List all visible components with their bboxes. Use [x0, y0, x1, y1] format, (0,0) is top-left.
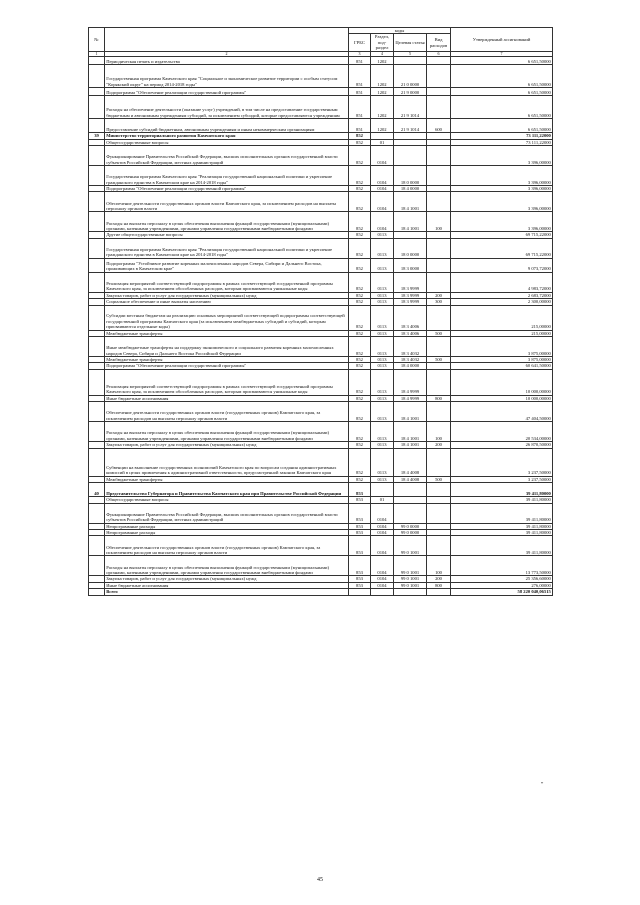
- table-row: [89, 369, 553, 395]
- row-name: Реализация мероприятий соответствующей подпрограммы в рамках соответствующей государственной программы Камчатского края, за исключением обособленных расходов, которым присваиваются уникальные коды: [105, 369, 349, 395]
- row-amount: 20 534,00000: [451, 422, 553, 442]
- row-amount: 3 396,00000: [451, 212, 553, 232]
- row-expense-type: 100: [427, 556, 451, 576]
- row-grbs: 852: [349, 422, 371, 442]
- table-header: [89, 28, 553, 57]
- row-section: 0113: [371, 292, 394, 298]
- row-expense-type: [427, 146, 451, 166]
- row-section: 0104: [371, 186, 394, 192]
- table-row: [89, 212, 553, 232]
- row-name: Общегосударственные вопросы: [105, 497, 349, 503]
- row-name: Подпрограмма "Обеспечение реализации государственной программы": [105, 363, 349, 369]
- row-expense-type: [427, 448, 451, 476]
- row-grbs: 853: [349, 529, 371, 535]
- row-number: [89, 305, 105, 330]
- row-number: [89, 238, 105, 258]
- column-number: 1: [89, 51, 105, 57]
- row-target-article: 18 3 4032: [394, 357, 427, 363]
- row-section: 0104: [371, 192, 394, 212]
- row-name: Иные бюджетные ассигнования: [105, 395, 349, 401]
- row-amount: 3 396,00000: [451, 146, 553, 166]
- row-target-article: 21 9 0000: [394, 88, 427, 96]
- row-target-article: [394, 483, 427, 497]
- row-section: 0104: [371, 166, 394, 186]
- row-grbs: 853: [349, 536, 371, 556]
- row-expense-type: 200: [427, 576, 451, 582]
- row-grbs: 852: [349, 476, 371, 482]
- row-expense-type: [427, 536, 451, 556]
- row-expense-type: [427, 483, 451, 497]
- row-number: [89, 556, 105, 576]
- end-mark: ": [541, 782, 544, 788]
- row-target-article: 18 0 0000: [394, 166, 427, 186]
- row-section: 0113: [371, 422, 394, 442]
- row-name: Расходы на выплаты персоналу в целях обеспечения выполнения функций государственными (муниципальными) органами, казенными учреждениями, органами управления государственными внебюджетными фондами: [105, 422, 349, 442]
- row-target-article: 18 4 1001: [394, 212, 427, 232]
- row-name: Реализация мероприятий соответствующей подпрограммы в рамках соответствующей государственной программы Камчатского края, за исключением обособленных расходов, которым присваиваются уникальные коды: [105, 272, 349, 292]
- row-number: [89, 57, 105, 65]
- row-amount: 10 000,00000: [451, 369, 553, 395]
- row-grbs: 852: [349, 395, 371, 401]
- row-amount: 69 715,22000: [451, 238, 553, 258]
- row-grbs: 852: [349, 232, 371, 238]
- row-target-article: 18 4 1001: [394, 192, 427, 212]
- row-section: 0104: [371, 576, 394, 582]
- row-grbs: 851: [349, 119, 371, 133]
- row-grbs: 852: [349, 292, 371, 298]
- row-grbs: 852: [349, 192, 371, 212]
- row-amount: 3 237,50000: [451, 448, 553, 476]
- row-section: 0113: [371, 442, 394, 448]
- row-grbs: 853: [349, 582, 371, 588]
- table-row: [89, 402, 553, 422]
- row-section: 0104: [371, 556, 394, 576]
- row-grbs: 852: [349, 442, 371, 448]
- row-target-article: 18 4 9999: [394, 369, 427, 395]
- row-amount: 26 870,50000: [451, 442, 553, 448]
- row-number: [89, 337, 105, 357]
- row-grbs: 852: [349, 357, 371, 363]
- table-row: [89, 589, 553, 595]
- row-grbs: 853: [349, 503, 371, 523]
- row-amount: 215,00000: [451, 330, 553, 336]
- row-section: 0113: [371, 476, 394, 482]
- row-section: 1202: [371, 57, 394, 65]
- budget-table: [88, 27, 553, 596]
- row-number: [89, 503, 105, 523]
- row-amount: 39 411,80000: [451, 536, 553, 556]
- row-grbs: 853: [349, 556, 371, 576]
- row-expense-type: [427, 503, 451, 523]
- table-row: [89, 536, 553, 556]
- row-expense-type: [427, 305, 451, 330]
- row-number: 39: [89, 133, 105, 139]
- row-number: [89, 536, 105, 556]
- row-expense-type: 500: [427, 330, 451, 336]
- table-row: [89, 305, 553, 330]
- row-target-article: 18 4 1001: [394, 402, 427, 422]
- row-section: 01: [371, 497, 394, 503]
- row-name: Министерство территориального развития Камчатского края: [105, 133, 349, 139]
- row-section: 0104: [371, 503, 394, 523]
- row-grbs: 852: [349, 238, 371, 258]
- row-amount: 3 875,00000: [451, 337, 553, 357]
- row-amount: 39 411,80000: [451, 497, 553, 503]
- header-codes-group: коды: [349, 28, 451, 34]
- row-target-article: 18 4 4008: [394, 476, 427, 482]
- row-name: Межбюджетные трансферты: [105, 476, 349, 482]
- row-amount: 6 651,50000: [451, 57, 553, 65]
- row-name: Подпрограмма "Обеспечение реализации государственной программы": [105, 88, 349, 96]
- row-section: 1202: [371, 88, 394, 96]
- row-name: Социальное обеспечение и иные выплаты населению: [105, 299, 349, 305]
- row-section: 0113: [371, 357, 394, 363]
- row-grbs: 852: [349, 305, 371, 330]
- table-row: [89, 483, 553, 497]
- row-expense-type: [427, 589, 451, 595]
- row-name: Закупка товаров, работ и услуг для государственных (муниципальных) нужд: [105, 292, 349, 298]
- row-grbs: 852: [349, 363, 371, 369]
- table-row: [89, 422, 553, 442]
- row-number: 40: [89, 483, 105, 497]
- row-grbs: 853: [349, 523, 371, 529]
- column-number: 4: [371, 51, 394, 57]
- row-section: 0104: [371, 212, 394, 232]
- row-expense-type: 600: [427, 119, 451, 133]
- row-target-article: 18 3 9999: [394, 292, 427, 298]
- row-grbs: 852: [349, 146, 371, 166]
- table-row: [89, 337, 553, 357]
- row-target-article: 21 0 0000: [394, 65, 427, 88]
- row-expense-type: 100: [427, 422, 451, 442]
- row-grbs: 851: [349, 65, 371, 88]
- row-number: [89, 166, 105, 186]
- row-amount: 39 411,80000: [451, 483, 553, 497]
- row-number: [89, 272, 105, 292]
- row-grbs: 853: [349, 497, 371, 503]
- header-expense-type: Вид расходов: [427, 34, 451, 51]
- table-row: [89, 556, 553, 576]
- header-name: [105, 28, 349, 52]
- row-name: Расходы на выплаты персоналу в целях обеспечения выполнения функций государственными (муниципальными) органами, казенными учреждениями, органами управления государственными внебюджетными фондами: [105, 212, 349, 232]
- row-amount: 6 651,50000: [451, 119, 553, 133]
- table-row: [89, 119, 553, 133]
- row-section: 0113: [371, 272, 394, 292]
- row-number: [89, 258, 105, 272]
- table-row: [89, 272, 553, 292]
- row-name: Закупка товаров, работ и услуг для государственных (муниципальных) нужд: [105, 576, 349, 582]
- row-amount: 10 000,00000: [451, 395, 553, 401]
- row-target-article: 18 3 0000: [394, 258, 427, 272]
- row-section: 0113: [371, 258, 394, 272]
- row-name: Закупка товаров, работ и услуг для государственных (муниципальных) нужд: [105, 442, 349, 448]
- row-target-article: [394, 57, 427, 65]
- row-amount: 3 396,00000: [451, 192, 553, 212]
- row-amount: 73 111,22000: [451, 139, 553, 145]
- row-expense-type: 800: [427, 395, 451, 401]
- row-name: Непрограммные расходы: [105, 523, 349, 529]
- row-number: [89, 119, 105, 133]
- row-name: Субвенции на выполнение государственных полномочий Камчатского края по вопросам создания административных комиссий в целях привлечения к административной ответственности, предусмотренной законом Камчатского края: [105, 448, 349, 476]
- row-amount: 2 300,00000: [451, 299, 553, 305]
- row-expense-type: [427, 96, 451, 119]
- row-expense-type: [427, 88, 451, 96]
- row-name: Расходы на выплаты персоналу в целях обеспечения выполнения функций государственными (муниципальными) органами, казенными учреждениями, органами управления государственными внебюджетными фондами: [105, 556, 349, 576]
- row-name: Функционирование Правительства Российской Федерации, высших исполнительных органов государственной власти субъектов Российской Федерации, местных администраций: [105, 503, 349, 523]
- row-grbs: [349, 589, 371, 595]
- table-row: [89, 57, 553, 65]
- row-amount: 2 683,72000: [451, 292, 553, 298]
- row-grbs: 853: [349, 483, 371, 497]
- row-number: [89, 422, 105, 442]
- row-name: Иные межбюджетные трансферты на поддержку экономического и социального развития коренных малочисленных народов Севера, Сибири и Дальнего Востока Российской Федерации: [105, 337, 349, 357]
- row-name: Обеспечение деятельности государственных органов власти (государственных органов) Камчатского края, за исключением расходов на выплаты персоналу органов власти: [105, 402, 349, 422]
- row-expense-type: [427, 272, 451, 292]
- row-amount: 39 411,80000: [451, 529, 553, 535]
- row-expense-type: 200: [427, 442, 451, 448]
- row-name: Межбюджетные трансферты: [105, 330, 349, 336]
- row-expense-type: 500: [427, 476, 451, 482]
- row-grbs: 852: [349, 186, 371, 192]
- row-amount: 3 396,00000: [451, 186, 553, 192]
- table-row: [89, 96, 553, 119]
- row-amount: 58 220 040,06515: [451, 589, 553, 595]
- row-section: 0113: [371, 330, 394, 336]
- row-amount: 39 411,80000: [451, 523, 553, 529]
- row-target-article: 99 0 1001: [394, 556, 427, 576]
- row-grbs: 852: [349, 299, 371, 305]
- table-row: [89, 166, 553, 186]
- row-target-article: 18 4 0000: [394, 363, 427, 369]
- row-grbs: 853: [349, 576, 371, 582]
- row-section: 0104: [371, 582, 394, 588]
- row-expense-type: [427, 166, 451, 186]
- row-grbs: 852: [349, 369, 371, 395]
- row-number: [89, 448, 105, 476]
- row-name: Общегосударственные вопросы: [105, 139, 349, 145]
- row-name: Непрограммные расходы: [105, 529, 349, 535]
- table-row: [89, 192, 553, 212]
- row-name: Межбюджетные трансферты: [105, 357, 349, 363]
- row-target-article: 18 4 4008: [394, 448, 427, 476]
- row-target-article: 18 3 4032: [394, 337, 427, 357]
- column-number: 3: [349, 51, 371, 57]
- row-number: [89, 192, 105, 212]
- row-target-article: 18 3 9999: [394, 272, 427, 292]
- row-section: 01: [371, 139, 394, 145]
- row-amount: 6 651,50000: [451, 65, 553, 88]
- row-name: Другие общегосударственные вопросы: [105, 232, 349, 238]
- row-number: [89, 146, 105, 166]
- row-grbs: 852: [349, 258, 371, 272]
- row-target-article: 18 4 0000: [394, 186, 427, 192]
- row-grbs: 852: [349, 448, 371, 476]
- row-expense-type: [427, 57, 451, 65]
- row-grbs: 851: [349, 88, 371, 96]
- row-target-article: 99 0 1001: [394, 576, 427, 582]
- row-amount: 4 983,72000: [451, 272, 553, 292]
- header-amount: Утвержденный ассигнований: [451, 28, 553, 52]
- row-amount: 25 356,60000: [451, 576, 553, 582]
- row-section: 0113: [371, 369, 394, 395]
- row-amount: 215,00000: [451, 305, 553, 330]
- row-amount: 9 073,72000: [451, 258, 553, 272]
- table-row: [89, 146, 553, 166]
- row-name: Государственная программа Камчатского края "Социальное и экономическое развитие территории с особым статусом "Корякский округ" на период 2014-2018 годы": [105, 65, 349, 88]
- row-name: Подпрограмма "Устойчивое развитие коренных малочисленных народов Севера, Сибири и Дальнего Востока, проживающих в Камчатском крае": [105, 258, 349, 272]
- header-target-article: Целевая статья: [394, 34, 427, 51]
- table-row: [89, 258, 553, 272]
- row-section: 0113: [371, 232, 394, 238]
- row-name: Всего: [105, 589, 349, 595]
- row-amount: 3 396,00000: [451, 166, 553, 186]
- page-number: 45: [317, 877, 323, 883]
- row-expense-type: [427, 192, 451, 212]
- row-section: 0113: [371, 238, 394, 258]
- row-expense-type: [427, 402, 451, 422]
- row-name: Обеспечение деятельности государственных органов власти Камчатского края, за исключением расходов на выплаты персоналу органов власти: [105, 192, 349, 212]
- row-expense-type: 100: [427, 212, 451, 232]
- row-target-article: 18 3 4006: [394, 330, 427, 336]
- row-number: [89, 589, 105, 595]
- row-expense-type: [427, 238, 451, 258]
- row-section: 0104: [371, 146, 394, 166]
- column-number: 5: [394, 51, 427, 57]
- row-target-article: [394, 146, 427, 166]
- row-expense-type: [427, 337, 451, 357]
- row-section: 0104: [371, 523, 394, 529]
- row-grbs: 852: [349, 272, 371, 292]
- row-amount: 276,00000: [451, 582, 553, 588]
- row-amount: 6 651,50000: [451, 88, 553, 96]
- row-number: [89, 65, 105, 88]
- table-row: [89, 65, 553, 88]
- row-target-article: 18 3 9999: [394, 299, 427, 305]
- row-amount: 6 651,50000: [451, 96, 553, 119]
- row-name: Государственная программа Камчатского края "Реализация государственной национальной политики и укрепление гражданского единства в Камчатском крае на 2014-2018 годы": [105, 238, 349, 258]
- row-section: 0113: [371, 448, 394, 476]
- column-number: 7: [451, 51, 553, 57]
- row-name: Расходы на обеспечение деятельности (оказание услуг) учреждений, в том числе на предоставление государственным бюджетным и автономным учреждениям субсидий, за исключением субсидий, которые предоставляются учреждениям: [105, 96, 349, 119]
- row-section: 1202: [371, 119, 394, 133]
- row-amount: 3 237,50000: [451, 476, 553, 482]
- row-name: Иные бюджетные ассигнования: [105, 582, 349, 588]
- row-expense-type: 800: [427, 582, 451, 588]
- row-section: 1202: [371, 96, 394, 119]
- row-target-article: 21 9 1014: [394, 96, 427, 119]
- row-section: 1202: [371, 65, 394, 88]
- row-section: 0113: [371, 305, 394, 330]
- row-amount: 47 404,50000: [451, 402, 553, 422]
- row-grbs: 852: [349, 330, 371, 336]
- row-number: [89, 369, 105, 395]
- table-body: [89, 57, 553, 595]
- table-row: [89, 448, 553, 476]
- row-section: 0113: [371, 337, 394, 357]
- row-section: [371, 589, 394, 595]
- row-amount: 60 641,50000: [451, 363, 553, 369]
- column-number: 6: [427, 51, 451, 57]
- row-name: Представительство Губернатора и Правительства Камчатского края при Правительстве Российской Федерации: [105, 483, 349, 497]
- row-target-article: 99 0 0000: [394, 523, 427, 529]
- row-target-article: 18 4 1001: [394, 442, 427, 448]
- row-target-article: 18 4 9999: [394, 395, 427, 401]
- budget-document: [88, 27, 552, 596]
- row-section: 0113: [371, 395, 394, 401]
- row-section: 0113: [371, 402, 394, 422]
- row-grbs: 851: [349, 96, 371, 119]
- row-expense-type: [427, 369, 451, 395]
- row-target-article: 18 0 0000: [394, 238, 427, 258]
- row-number: [89, 402, 105, 422]
- row-section: 0104: [371, 536, 394, 556]
- row-expense-type: [427, 258, 451, 272]
- row-amount: 73 111,22000: [451, 133, 553, 139]
- row-section: [371, 483, 394, 497]
- row-target-article: 18 4 1001: [394, 422, 427, 442]
- row-amount: 69 715,22000: [451, 232, 553, 238]
- row-target-article: 99 0 1001: [394, 582, 427, 588]
- row-number: [89, 212, 105, 232]
- row-expense-type: 200: [427, 292, 451, 298]
- row-target-article: 18 3 4006: [394, 305, 427, 330]
- header-grbs: ГРБС: [349, 34, 371, 51]
- row-number: [89, 88, 105, 96]
- row-grbs: 852: [349, 139, 371, 145]
- row-target-article: [394, 589, 427, 595]
- row-name: Подпрограмма "Обеспечение реализации государственной программы": [105, 186, 349, 192]
- row-grbs: 852: [349, 402, 371, 422]
- row-amount: 39 411,80000: [451, 503, 553, 523]
- row-target-article: 99 0 0000: [394, 529, 427, 535]
- header-number: №: [89, 28, 105, 52]
- table-row: [89, 238, 553, 258]
- header-section: Раздел, под-раздел: [371, 34, 394, 51]
- row-number: [89, 96, 105, 119]
- row-amount: 13 773,50000: [451, 556, 553, 576]
- row-section: 0104: [371, 529, 394, 535]
- row-name: Государственная программа Камчатского края "Реализация государственной национальной политики и укрепление гражданского единства в Камчатском крае на 2014-2018 годы": [105, 166, 349, 186]
- table-row: [89, 503, 553, 523]
- row-target-article: 99 0 1001: [394, 536, 427, 556]
- row-amount: 3 875,00000: [451, 357, 553, 363]
- row-target-article: 21 9 1014: [394, 119, 427, 133]
- row-expense-type: 500: [427, 357, 451, 363]
- row-name: Обеспечение деятельности государственных органов власти (государственных органов) Камчатского края, за исключением расходов на выплаты персоналу органов власти: [105, 536, 349, 556]
- row-name: Субсидии местным бюджетам на реализацию основных мероприятий соответствующей подпрограммы соответствующей государственной программы Камчатского края (за исключением межбюджетных субсидий и субсидий, которым присваиваются отдельные коды): [105, 305, 349, 330]
- row-grbs: 852: [349, 337, 371, 357]
- row-expense-type: 300: [427, 299, 451, 305]
- row-name: Предоставление субсидий бюджетным, автономным учреждениям и иным некоммерческим организациям: [105, 119, 349, 133]
- row-grbs: 852: [349, 133, 371, 139]
- column-number: 2: [105, 51, 349, 57]
- row-target-article: [394, 503, 427, 523]
- row-name: Периодическая печать и издательства: [105, 57, 349, 65]
- row-name: Функционирование Правительства Российской Федерации, высших исполнительных органов государственной власти субъектов Российской Федерации, местных администраций: [105, 146, 349, 166]
- row-expense-type: [427, 65, 451, 88]
- row-grbs: 851: [349, 57, 371, 65]
- row-grbs: 852: [349, 212, 371, 232]
- row-section: 0113: [371, 299, 394, 305]
- row-section: 0113: [371, 363, 394, 369]
- row-grbs: 852: [349, 166, 371, 186]
- table-row: [89, 88, 553, 96]
